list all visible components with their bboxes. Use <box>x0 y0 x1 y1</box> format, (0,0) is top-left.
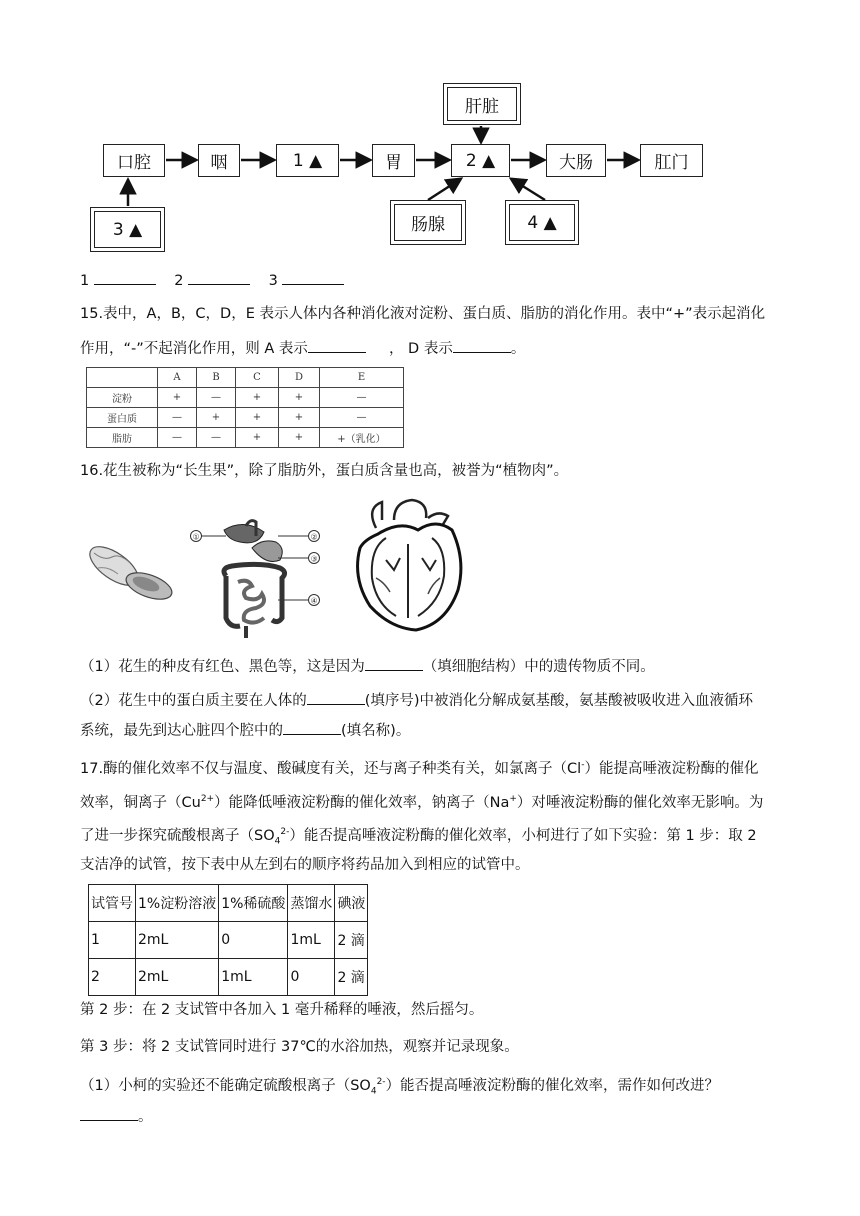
q15-text-a: 作用，“-”不起消化作用，则 A 表示 <box>80 341 308 357</box>
q17-step-3: 第 3 步：将 2 支试管同时进行 37℃的水浴加热，观察并记录现象。 <box>80 1039 519 1055</box>
q16-sub-2-cont <box>80 720 780 741</box>
q15-blank-d[interactable] <box>453 338 511 353</box>
blank-3-number: 3 <box>268 273 278 289</box>
q15-text-b: ， D 表示 <box>388 341 453 357</box>
table-row <box>89 959 368 996</box>
q17-sup: + <box>509 794 517 804</box>
q17-sub-1 <box>80 1072 780 1102</box>
table-cell: — <box>158 428 197 448</box>
table-cell: — <box>197 428 236 448</box>
q17-text: 效率，铜离子（Cu <box>80 794 201 811</box>
q15-blank-a[interactable] <box>308 338 366 353</box>
table-row <box>87 408 404 428</box>
answer-blank-2[interactable] <box>188 270 250 285</box>
anus-label: 肛门 <box>654 153 689 173</box>
table-cell: 蛋白质 <box>87 408 158 428</box>
stomach-label: 胃 <box>385 153 402 173</box>
heart-illustration <box>346 498 466 632</box>
table-row <box>89 922 368 959</box>
answer-blank-1[interactable] <box>94 270 156 285</box>
q16-sub-1 <box>80 656 780 677</box>
table-cell: + <box>236 408 279 428</box>
table-cell: + <box>236 428 279 448</box>
label-3: ③ <box>310 554 318 564</box>
q17-sup: 2+ <box>200 794 215 804</box>
peanut-illustration <box>84 528 184 608</box>
q17-sub: 4 <box>370 1086 377 1097</box>
q17-line-2 <box>80 789 780 813</box>
table-row <box>89 885 368 922</box>
table-cell: — <box>197 388 236 408</box>
q16-sub2-text-b: (填序号)中被消化分解成氨基酸，氨基酸被吸收进入血液循环 <box>364 693 754 709</box>
q17-text: 17.酶的催化效率不仅与温度、酸碱度有关，还与离子种类有关，如氯离子（Cl <box>80 760 582 777</box>
table-cell: 1%淀粉溶液 <box>136 885 219 922</box>
q17-text: 了进一步探究硫酸根离子（SO <box>80 827 275 844</box>
q17-sub-1-answer <box>80 1106 780 1127</box>
table-cell: E <box>320 368 404 388</box>
table-cell: 淀粉 <box>87 388 158 408</box>
table-cell: 蒸馏水 <box>288 885 335 922</box>
q17-line-1 <box>80 755 780 779</box>
blank-1-label: 1 ▲ <box>292 150 323 171</box>
table-cell: + <box>279 388 320 408</box>
q16-blank-number[interactable] <box>307 690 365 705</box>
table-cell: 2 滴 <box>335 922 368 959</box>
label-1: ① <box>192 532 200 542</box>
table-cell: + <box>279 428 320 448</box>
q16-sub2-text-a: （2）花生中的蛋白质主要在人体的 <box>80 693 307 709</box>
table-cell: 试管号 <box>89 885 136 922</box>
intestinal-gland-label: 肠腺 <box>411 215 445 235</box>
q16-blank-chamber[interactable] <box>283 720 341 735</box>
q17-sup: - <box>581 760 585 770</box>
table-cell: 碘液 <box>335 885 368 922</box>
table-row <box>87 428 404 448</box>
q17-line-3 <box>80 822 780 852</box>
q16-sub2-text-c: 系统，最先到达心脏四个腔中的 <box>80 723 283 739</box>
liver-label: 肝脏 <box>465 96 499 117</box>
table-cell: + <box>279 408 320 428</box>
table-cell: D <box>279 368 320 388</box>
table-cell: — <box>320 388 404 408</box>
table-cell: +（乳化） <box>320 428 404 448</box>
q16-line-1: 16.花生被称为“长生果”，除了脂肪外，蛋白质含量也高，被誉为“植物肉”。 <box>80 463 569 479</box>
arrow-gland-2 <box>428 180 459 200</box>
pharynx-label: 咽 <box>210 153 228 173</box>
q17-step-2: 第 2 步：在 2 支试管中各加入 1 毫升稀释的唾液，然后摇匀。 <box>80 1002 484 1018</box>
q17-line-4: 支洁净的试管，按下表中从左到右的顺序将药品加入到相应的试管中。 <box>80 857 530 873</box>
q17-sub: 4 <box>274 836 281 847</box>
q15-line-2 <box>80 338 780 359</box>
table-cell: 2 滴 <box>335 959 368 996</box>
large-intestine-label: 大肠 <box>559 153 593 173</box>
q17-sup: 2- <box>280 827 290 837</box>
table-cell: 1mL <box>219 959 288 996</box>
table-row <box>87 368 404 388</box>
q17-sup: 2- <box>376 1077 386 1087</box>
q15-line-1: 15.表中，A，B，C，D，E 表示人体内各种消化液对淀粉、蛋白质、脂肪的消化作用。表中“+”表示起消化 <box>80 306 766 322</box>
q17-table <box>88 884 368 996</box>
q17-text: ）对唾液淀粉酶的催化效率无影响。为 <box>516 794 764 811</box>
q15-table <box>86 367 404 448</box>
q17-answer-blank[interactable] <box>80 1106 138 1121</box>
digestive-system-illustration <box>186 518 326 640</box>
table-cell: — <box>158 408 197 428</box>
q15-text-c: 。 <box>510 341 526 357</box>
blank-2-number: 2 <box>174 273 184 289</box>
table-row <box>87 388 404 408</box>
arrow-4-2 <box>513 180 545 200</box>
table-cell: — <box>320 408 404 428</box>
table-cell: C <box>236 368 279 388</box>
mouth-label: 口腔 <box>117 153 151 173</box>
table-cell: 2 <box>89 959 136 996</box>
q16-sub1-text-b: （填细胞结构）中的遗传物质不同。 <box>422 659 655 675</box>
q17-text: ）能提高唾液淀粉酶的催化 <box>584 760 759 777</box>
table-cell <box>87 368 158 388</box>
table-cell: A <box>158 368 197 388</box>
table-cell: 2mL <box>136 959 219 996</box>
blank-1-number: 1 <box>80 273 90 289</box>
table-cell: + <box>197 408 236 428</box>
q17-text: ）能否提高唾液淀粉酶的催化效率，小柯进行了如下实验：第 1 步：取 2 <box>289 827 757 844</box>
table-cell: 1%稀硫酸 <box>219 885 288 922</box>
table-cell: 1mL <box>288 922 335 959</box>
q17-text: ）能降低唾液淀粉酶的催化效率，钠离子（Na <box>214 794 510 811</box>
table-cell: 1 <box>89 922 136 959</box>
table-cell: 0 <box>219 922 288 959</box>
blank-3-label: 3 ▲ <box>112 219 143 240</box>
blank-4-label: 4 ▲ <box>527 212 557 233</box>
table-cell: 2mL <box>136 922 219 959</box>
table-cell: B <box>197 368 236 388</box>
blank-2-label: 2 ▲ <box>465 150 496 171</box>
q17-text: （1）小柯的实验还不能确定硫酸根离子（SO <box>80 1077 371 1094</box>
flow-arrows <box>0 0 860 260</box>
answer-blank-3[interactable] <box>282 270 344 285</box>
table-cell: + <box>236 388 279 408</box>
table-cell: 脂肪 <box>87 428 158 448</box>
table-cell: 0 <box>288 959 335 996</box>
q16-sub-2 <box>80 690 780 711</box>
label-2: ② <box>310 532 318 542</box>
q16-sub1-text-a: （1）花生的种皮有红色、黑色等，这是因为 <box>80 659 365 675</box>
q14-answer-line <box>80 270 780 291</box>
q17-text: 。 <box>138 1109 153 1125</box>
table-cell: + <box>158 388 197 408</box>
q16-blank-cell-structure[interactable] <box>365 656 423 671</box>
q17-text: ）能否提高唾液淀粉酶的催化效率，需作如何改进？ <box>385 1077 720 1094</box>
q16-sub2-text-d: (填名称)。 <box>341 723 411 739</box>
label-4: ④ <box>310 596 318 606</box>
